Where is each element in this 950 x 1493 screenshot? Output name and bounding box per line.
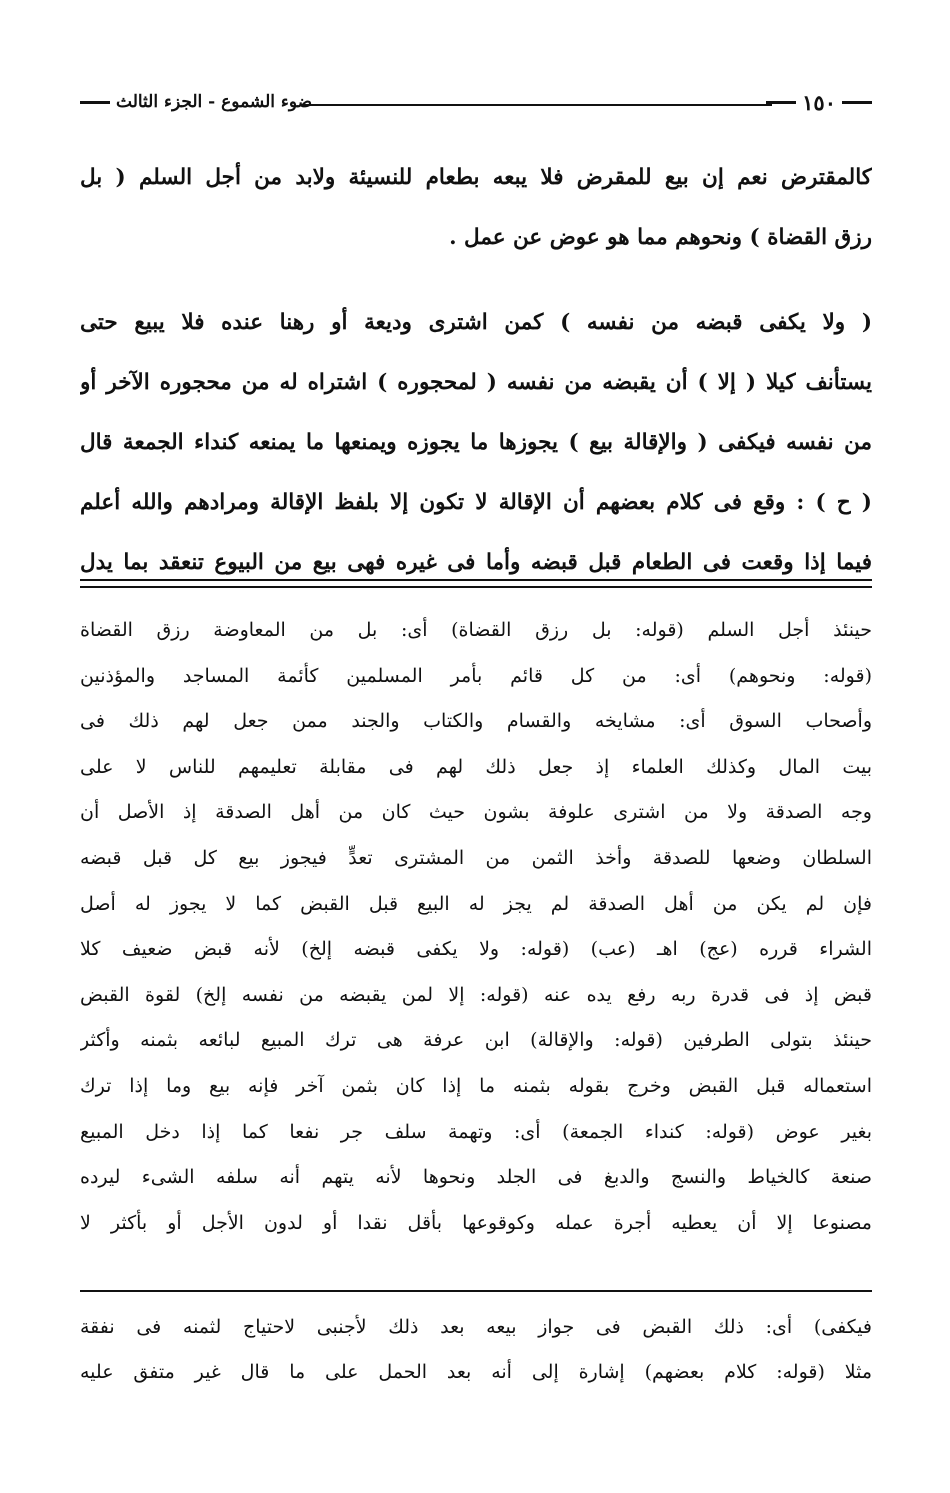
header-rule xyxy=(302,104,772,106)
book-title: ضوء الشموع - الجزء الثالث xyxy=(116,92,313,112)
main-line: ( ولا يكفى قبضه من نفسه ) كمن اشترى وديعة أو رهنا عنده فلا يبيع حتى xyxy=(80,310,872,335)
commentary-line: وأصحاب السوق أى: مشايخه والقسام والكتاب والجند ممن جعل لهم ذلك فى xyxy=(80,710,872,733)
book-page xyxy=(80,0,872,1493)
header-dash xyxy=(80,101,110,104)
commentary-line: مصنوعا إلا أن يعطيه أجرة عمله وكوقوعها بأقل نقدا أو لدون الأجل أو بأكثر لا xyxy=(80,1211,872,1234)
book-title-block xyxy=(80,92,312,112)
page-number: ١٥٠ xyxy=(802,90,836,115)
main-text xyxy=(80,148,872,593)
footnote-line: مثلا (قوله: كلام بعضهم) إشارة إلى أنه بعد الحمل على ما قال غير متفق عليه xyxy=(80,1361,872,1383)
commentary-line: (قوله: ونحوهم) أى: من كل قائم بأمر المسلمين كأئمة المساجد والمؤذنين xyxy=(80,664,872,687)
commentary-line: السلطان وضعها للصدقة وأخذ الثمن من المشترى تعدٍّ فيجوز بيع كل قبل قبضه xyxy=(80,846,872,869)
commentary-line: بغير عوض (قوله: كنداء الجمعة) أى: وتهمة سلف جر نفعا كما إذا دخل المبيع xyxy=(80,1120,872,1143)
footnote-line: فيكفى) أى: ذلك القبض فى جواز بيعه بعد ذلك لأجنبى لاحتياج لثمنه فى نفقة xyxy=(80,1316,872,1338)
running-header xyxy=(80,82,872,124)
commentary-line: بيت المال وكذلك العلماء إذ جعل ذلك لهم فى مقابلة تعليمهم للناس لا على xyxy=(80,755,872,778)
commentary-line: حينئذ أجل السلم (قوله: بل رزق القضاة) أى: بل من المعاوضة رزق القضاة xyxy=(80,619,872,641)
main-line: يستأنف كيلا ( إلا ) أن يقبضه من نفسه ( لمحجوره ) اشتراه له من محجوره الآخر أو xyxy=(80,370,872,395)
footnote-rule xyxy=(80,1290,872,1292)
commentary-line: وجه الصدقة ولا من اشترى علوفة بشون حيث كان من أهل الصدقة إذ الأصل أن xyxy=(80,801,872,824)
header-dash xyxy=(842,101,872,104)
main-line: ( ح ) : وقع فى كلام بعضهم أن الإقالة لا تكون إلا بلفظ الإقالة ومرادهم والله أعلم xyxy=(80,490,872,515)
double-rule xyxy=(80,579,872,588)
commentary-line: قبض إذ فى قدرة ربه رفع يده عنه (قوله: إلا لمن يقبضه من نفسه إلخ) لقوة القبض xyxy=(80,983,872,1006)
main-line: فيما إذا وقعت فى الطعام قبل قبضه وأما فى غيره فهى بيع من البيوع تنعقد بما يدل xyxy=(80,550,872,575)
main-line: رزق القضاة ) ونحوهم مما هو عوض عن عمل . xyxy=(449,225,872,250)
commentary-line: حينئذ بتولى الطرفين (قوله: والإقالة) ابن عرفة هى ترك المبيع لبائعه بثمنه وأكثر xyxy=(80,1029,872,1052)
commentary xyxy=(80,608,872,1246)
footnote xyxy=(80,1305,872,1395)
commentary-line: صنعة كالخياط والنسج والدبغ فى الجلد ونحوها لأنه يتهم أنه سلفه الشىء ليرده xyxy=(80,1166,872,1189)
main-line: من نفسه فيكفى ( والإقالة بيع ) يجوزها ما يجوزه ويمنعها ما يمنعه كنداء الجمعة قال xyxy=(80,430,872,455)
page-number-block xyxy=(766,90,872,115)
commentary-line: فإن لم يكن من أهل الصدقة لم يجز له البيع قبل القبض كما لا يجوز له أصل xyxy=(80,892,872,915)
commentary-line: الشراء قرره (عج) اهـ (عب) (قوله: ولا يكفى قبضه إلخ) لأنه قبض ضعيف كلا xyxy=(80,938,872,961)
commentary-line: استعماله قبل القبض وخرج بقوله بثمنه ما إذا كان بثمن آخر فإنه بيع وما إذا ترك xyxy=(80,1074,872,1097)
main-line: كالمقترض نعم إن بيع للمقرض فلا يبعه بطعام للنسيئة ولابد من أجل السلم ( بل xyxy=(80,165,872,190)
